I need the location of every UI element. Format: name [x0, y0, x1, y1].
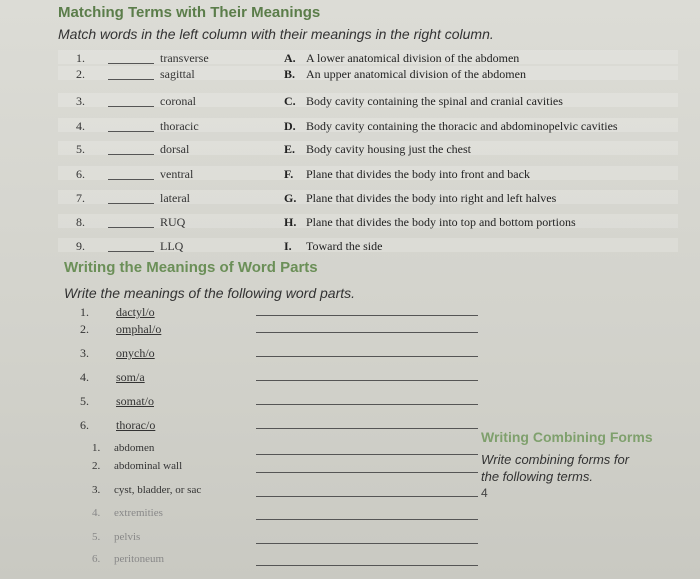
- term-label: lateral: [160, 191, 190, 205]
- answer-blank[interactable]: [108, 203, 154, 204]
- meaning-letter: H.: [284, 215, 297, 229]
- word-part-number: 5.: [80, 394, 89, 408]
- meaning-text: Plane that divides the body into front and back: [306, 167, 530, 181]
- combining-form-answer-line[interactable]: [256, 565, 478, 566]
- word-part-number: 1.: [80, 305, 89, 319]
- combining-form-answer-line[interactable]: [256, 496, 478, 497]
- combining-form-number: 1.: [92, 442, 101, 454]
- meaning-text: Plane that divides the body into top and bottom portions: [306, 215, 576, 229]
- term-number: 7.: [76, 191, 85, 205]
- combining-form-answer-line[interactable]: [256, 454, 478, 455]
- term-number: 9.: [76, 239, 85, 253]
- answer-blank[interactable]: [108, 131, 154, 132]
- term-label: ventral: [160, 167, 194, 181]
- combining-form-number: 5.: [92, 531, 101, 543]
- meaning-letter: G.: [284, 191, 297, 205]
- term-label: thoracic: [160, 119, 199, 133]
- section3-instruction-line1: Write combining forms for: [481, 452, 630, 467]
- term-number: 1.: [76, 51, 85, 65]
- word-part: omphal/o: [116, 322, 162, 336]
- combining-form-answer-line[interactable]: [256, 543, 478, 544]
- word-part: somat/o: [116, 394, 154, 408]
- section3-title: Writing Combining Forms: [481, 429, 653, 445]
- combining-form-term: pelvis: [114, 531, 141, 543]
- term-label: sagittal: [160, 67, 195, 81]
- combining-form-term: extremities: [114, 507, 163, 519]
- meaning-answer-line[interactable]: [256, 356, 478, 357]
- section2-instruction: Write the meanings of the following word parts.: [64, 285, 356, 301]
- term-label: dorsal: [160, 142, 190, 156]
- combining-form-number: 3.: [92, 484, 101, 496]
- meaning-answer-line[interactable]: [256, 315, 478, 316]
- meaning-text: Body cavity housing just the chest: [306, 142, 471, 156]
- section1-title: Matching Terms with Their Meanings: [58, 4, 321, 21]
- section3-instruction-line2: the following terms.: [481, 469, 593, 484]
- answer-blank[interactable]: [108, 154, 154, 155]
- meaning-letter: C.: [284, 94, 296, 108]
- term-label: coronal: [160, 94, 196, 108]
- term-number: 5.: [76, 142, 85, 156]
- word-part: som/a: [116, 370, 145, 384]
- combining-form-term: peritoneum: [114, 553, 165, 565]
- term-label: LLQ: [160, 239, 184, 253]
- combining-form-number: 2.: [92, 460, 101, 472]
- combining-form-term: abdomen: [114, 442, 155, 454]
- combining-form-answer-line[interactable]: [256, 519, 478, 520]
- combining-form-number: 4.: [92, 507, 101, 519]
- word-part-number: 6.: [80, 418, 89, 432]
- answer-blank[interactable]: [108, 179, 154, 180]
- section2-title: Writing the Meanings of Word Parts: [64, 259, 318, 276]
- meaning-text: Toward the side: [306, 239, 383, 253]
- answer-blank[interactable]: [108, 79, 154, 80]
- word-part-number: 3.: [80, 346, 89, 360]
- answer-blank[interactable]: [108, 227, 154, 228]
- combining-form-term: abdominal wall: [114, 460, 183, 472]
- term-label: transverse: [160, 51, 209, 65]
- meaning-answer-line[interactable]: [256, 332, 478, 333]
- word-part: onych/o: [116, 346, 155, 360]
- word-part-number: 4.: [80, 370, 89, 384]
- meaning-answer-line[interactable]: [256, 380, 478, 381]
- word-part: dactyl/o: [116, 305, 155, 319]
- term-label: RUQ: [160, 215, 186, 229]
- combining-form-term: cyst, bladder, or sac: [114, 484, 202, 496]
- answer-blank[interactable]: [108, 63, 154, 64]
- term-number: 6.: [76, 167, 85, 181]
- meaning-text: Plane that divides the body into right and left halves: [306, 191, 557, 205]
- meaning-text: An upper anatomical division of the abdomen: [306, 67, 526, 81]
- word-part-number: 2.: [80, 322, 89, 336]
- answer-blank[interactable]: [108, 106, 154, 107]
- meaning-letter: E.: [284, 142, 296, 156]
- meaning-answer-line[interactable]: [256, 404, 478, 405]
- meaning-letter: B.: [284, 67, 296, 81]
- combining-form-answer-line[interactable]: [256, 472, 478, 473]
- meaning-letter: D.: [284, 119, 296, 133]
- answer-blank[interactable]: [108, 251, 154, 252]
- term-number: 2.: [76, 67, 85, 81]
- meaning-letter: I.: [284, 239, 292, 253]
- term-number: 4.: [76, 119, 85, 133]
- meaning-answer-line[interactable]: [256, 428, 478, 429]
- term-number: 3.: [76, 94, 85, 108]
- meaning-text: A lower anatomical division of the abdomen: [306, 51, 520, 65]
- term-number: 8.: [76, 215, 85, 229]
- combining-form-number: 6.: [92, 553, 101, 565]
- word-part: thorac/o: [116, 418, 156, 432]
- meaning-letter: F.: [284, 167, 294, 181]
- meaning-text: Body cavity containing the thoracic and abdominopelvic cavities: [306, 119, 618, 133]
- section1-instruction: Match words in the left column with their meanings in the right column.: [58, 26, 494, 42]
- meaning-text: Body cavity containing the spinal and cranial cavities: [306, 94, 563, 108]
- section3-number-mark: 4: [481, 486, 488, 500]
- meaning-letter: A.: [284, 51, 296, 65]
